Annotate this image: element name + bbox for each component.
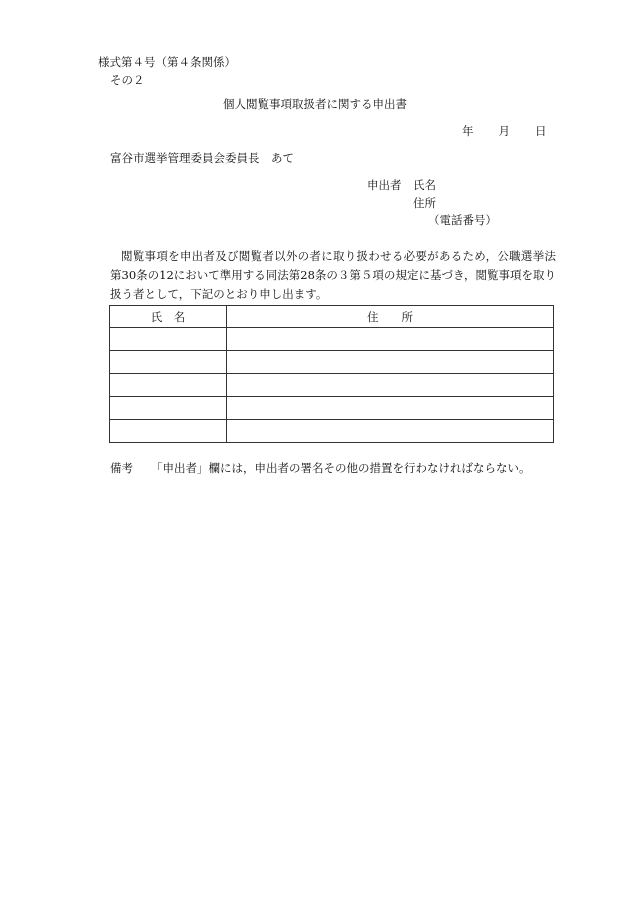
name-cell[interactable]: [110, 328, 227, 351]
table-row: [110, 328, 554, 351]
table-row: [110, 374, 554, 397]
applicant-label: 申出者: [367, 178, 402, 192]
remarks-note: [110, 460, 531, 476]
column-header-address: 住 所: [227, 306, 554, 328]
applicant-address-label: 住所: [413, 196, 436, 210]
date-month-label: 月: [498, 124, 510, 138]
table-header-row: [110, 306, 554, 328]
date-year-label: 年: [462, 124, 474, 138]
date-line: [462, 123, 547, 139]
date-day-label: 日: [535, 124, 547, 138]
address-cell[interactable]: [227, 328, 554, 351]
address-cell[interactable]: [227, 397, 554, 420]
remarks-label: 備考: [110, 461, 133, 475]
name-cell[interactable]: [110, 420, 227, 443]
form-subnumber: その２: [110, 73, 145, 87]
name-cell[interactable]: [110, 351, 227, 374]
handler-table: [109, 305, 554, 443]
name-cell[interactable]: [110, 374, 227, 397]
recipient-line: 富谷市選挙管理委員会委員長 あて: [110, 151, 294, 165]
table-row: [110, 397, 554, 420]
applicant-phone-label: （電話番号）: [428, 213, 497, 227]
form-number: 様式第４号（第４条関係）: [98, 55, 236, 69]
name-cell[interactable]: [110, 397, 227, 420]
table-row: [110, 351, 554, 374]
address-cell[interactable]: [227, 420, 554, 443]
remarks-text: 「申出者」欄には，申出者の署名その他の措置を行わなければならない。: [151, 461, 531, 475]
column-header-name: 氏 名: [110, 306, 227, 328]
document-title: 個人閲覧事項取扱者に関する申出書: [223, 97, 407, 111]
body-paragraph: 閲覧事項を申出者及び閲覧者以外の者に取り扱わせる必要があるため，公職選挙法第30条の12において準用する同法第28条の３第５項の規定に基づき，閲覧事項を取り扱う者として，下記のとおり申し出ます。: [110, 249, 556, 301]
applicant-name-label: 氏名: [413, 178, 436, 192]
table-row: [110, 420, 554, 443]
address-cell[interactable]: [227, 374, 554, 397]
address-cell[interactable]: [227, 351, 554, 374]
